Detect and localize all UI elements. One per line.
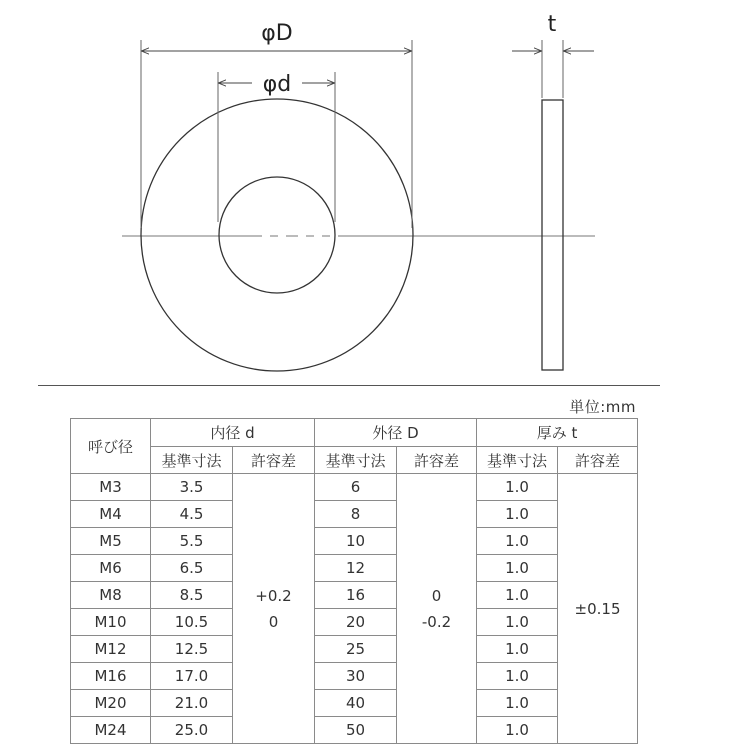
header-basic-D: 基準寸法 xyxy=(315,447,397,474)
table-row xyxy=(71,555,638,582)
header-basic-t: 基準寸法 xyxy=(477,447,558,474)
cell-thickness: 1.0 xyxy=(477,717,558,744)
tol-inner-lower: 0 xyxy=(268,612,279,631)
cell-nominal: M24 xyxy=(71,717,151,744)
cell-thickness: 1.0 xyxy=(477,474,558,501)
table-row xyxy=(71,717,638,744)
cell-outer-dia: 10 xyxy=(315,528,397,555)
cell-outer-dia: 30 xyxy=(315,663,397,690)
cell-thickness: 1.0 xyxy=(477,555,558,582)
cell-inner-dia: 8.5 xyxy=(151,582,233,609)
table-row xyxy=(71,474,638,501)
cell-tol-outer xyxy=(397,474,477,744)
table-row xyxy=(71,609,638,636)
header-nominal: 呼び径 xyxy=(71,419,151,474)
cell-thickness: 1.0 xyxy=(477,528,558,555)
cell-inner-dia: 3.5 xyxy=(151,474,233,501)
thickness-label: t xyxy=(547,12,557,37)
header-tol-D: 許容差 xyxy=(397,447,477,474)
cell-outer-dia: 50 xyxy=(315,717,397,744)
cell-outer-dia: 25 xyxy=(315,636,397,663)
cell-outer-dia: 8 xyxy=(315,501,397,528)
cell-outer-dia: 20 xyxy=(315,609,397,636)
cell-tol-inner xyxy=(233,474,315,744)
header-basic-d: 基準寸法 xyxy=(151,447,233,474)
cell-thickness: 1.0 xyxy=(477,582,558,609)
cell-nominal: M3 xyxy=(71,474,151,501)
cell-inner-dia: 6.5 xyxy=(151,555,233,582)
cell-outer-dia: 6 xyxy=(315,474,397,501)
cell-outer-dia: 16 xyxy=(315,582,397,609)
cell-nominal: M6 xyxy=(71,555,151,582)
cell-tol-thickness: ±0.15 xyxy=(558,474,638,744)
cell-thickness: 1.0 xyxy=(477,609,558,636)
tol-outer-upper: 0 xyxy=(431,586,442,605)
washer-spec-table xyxy=(70,418,638,744)
tol-inner-upper: +0.2 xyxy=(255,586,292,605)
cell-inner-dia: 4.5 xyxy=(151,501,233,528)
cell-outer-dia: 40 xyxy=(315,690,397,717)
cell-nominal: M20 xyxy=(71,690,151,717)
cell-nominal: M12 xyxy=(71,636,151,663)
cell-thickness: 1.0 xyxy=(477,690,558,717)
cell-nominal: M16 xyxy=(71,663,151,690)
header-inner-dia: 内径 d xyxy=(151,419,315,447)
header-tol-t: 許容差 xyxy=(558,447,638,474)
header-thickness: 厚み t xyxy=(477,419,638,447)
table-row xyxy=(71,528,638,555)
table-row xyxy=(71,690,638,717)
washer-side-view xyxy=(542,100,563,370)
table-row xyxy=(71,582,638,609)
washer-outer-circle xyxy=(141,99,413,371)
section-divider xyxy=(38,385,660,386)
outer-diameter-label: φD xyxy=(261,21,293,46)
washer-inner-hole xyxy=(219,177,335,293)
cell-inner-dia: 21.0 xyxy=(151,690,233,717)
cell-nominal: M5 xyxy=(71,528,151,555)
tol-outer-lower: -0.2 xyxy=(421,612,452,631)
cell-nominal: M4 xyxy=(71,501,151,528)
cell-inner-dia: 12.5 xyxy=(151,636,233,663)
cell-thickness: 1.0 xyxy=(477,663,558,690)
cell-inner-dia: 5.5 xyxy=(151,528,233,555)
cell-outer-dia: 12 xyxy=(315,555,397,582)
cell-nominal: M8 xyxy=(71,582,151,609)
table-row xyxy=(71,636,638,663)
cell-nominal: M10 xyxy=(71,609,151,636)
cell-inner-dia: 25.0 xyxy=(151,717,233,744)
header-tol-d: 許容差 xyxy=(233,447,315,474)
cell-inner-dia: 17.0 xyxy=(151,663,233,690)
inner-diameter-label: φd xyxy=(262,72,292,97)
cell-thickness: 1.0 xyxy=(477,501,558,528)
table-row xyxy=(71,663,638,690)
unit-label: 単位:mm xyxy=(569,398,636,416)
cell-inner-dia: 10.5 xyxy=(151,609,233,636)
cell-thickness: 1.0 xyxy=(477,636,558,663)
header-outer-dia: 外径 D xyxy=(315,419,477,447)
table-row xyxy=(71,501,638,528)
